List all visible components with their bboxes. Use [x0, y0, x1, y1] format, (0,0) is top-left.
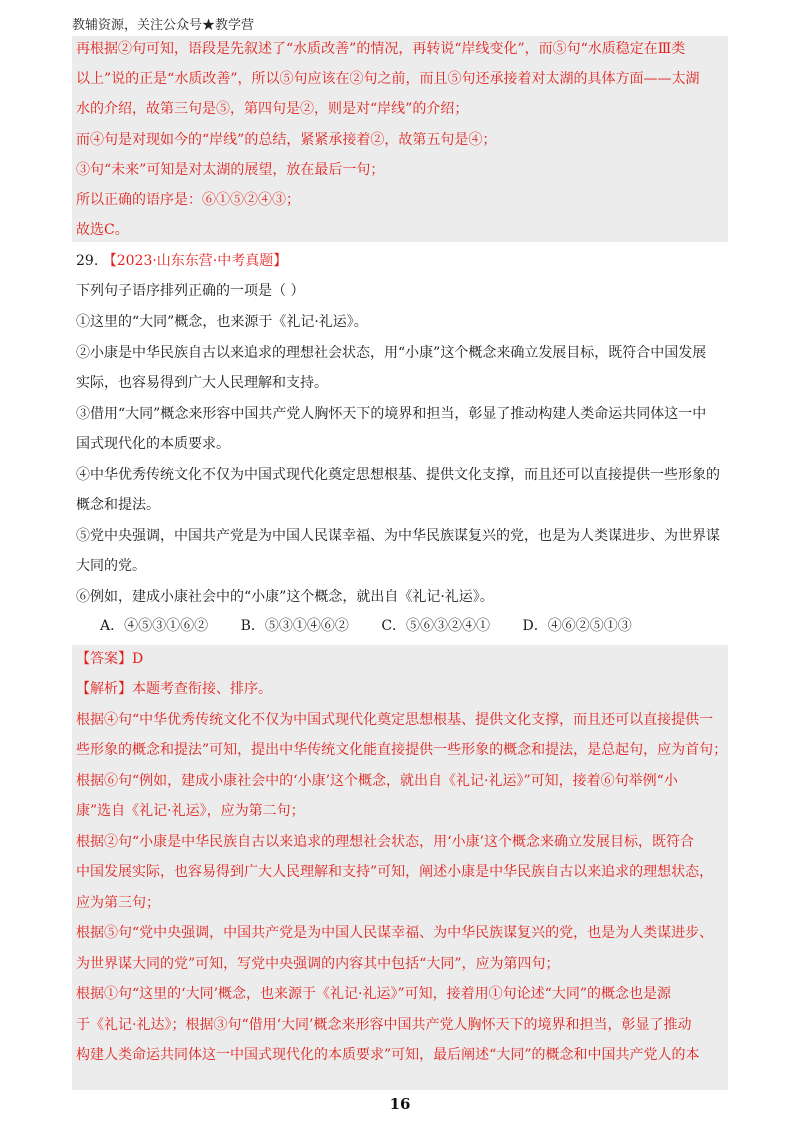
analysis-line: 中国发展实际，也容易得到广大人民理解和支持”可知，阐述小康是中华民族自古以来追求的理想状态，	[76, 864, 714, 880]
option-b: B．⑤③①④⑥②	[240, 618, 349, 634]
answer-value: D	[132, 651, 144, 667]
prev-explanation-line: 所以正确的语序是：⑥①⑤②④③；	[76, 192, 300, 208]
prev-explanation-line: ③句“未来”可知是对太湖的展望，放在最后一句；	[76, 162, 385, 178]
analysis-line: 于《礼记·礼达》；根据③句“借用‘大同’概念来形容中国共产党人胸怀天下的境界和担当，彰显了推动	[76, 1017, 692, 1033]
question-heading	[76, 252, 287, 270]
prev-explanation-line: 水的介绍，故第三句是⑤，第四句是②，则是对“岸线”的介绍；	[76, 101, 469, 117]
sentence-line: 概念和提法。	[76, 497, 160, 513]
page-header: 教辅资源，关注公众号★教学营	[72, 14, 728, 38]
sentence-line: 实际，也容易得到广大人民理解和支持。	[76, 375, 328, 391]
answer-line	[76, 650, 143, 668]
sentence-line: ⑤党中央强调，中国共产党是为中国人民谋幸福、为中华民族谋复兴的党，也是为人类谋进步、为世界谋	[76, 528, 720, 544]
analysis-line: 根据①句“这里的‘大同’概念，也来源于《礼记·礼运》”可知，接着用①句论述“大同”的概念也是源	[76, 986, 671, 1002]
sentence-line: ②小康是中华民族自古以来追求的理想社会状态，用“小康”这个概念来确立发展目标，既符合中国发展	[76, 345, 707, 361]
prev-explanation-line: 以上”说的正是“水质改善”，所以⑤句应该在②句之前，而且⑤句还承接着对太湖的具体方面——太湖	[76, 71, 700, 87]
analysis-line: 根据⑥句“例如，建成小康社会中的‘小康’这个概念，就出自《礼记·礼运》”可知，接着⑥句举例“小	[76, 773, 678, 789]
analysis-line: 为世界谋大同的党”可知，写党中央强调的内容其中包括“大同”，应为第四句；	[76, 956, 560, 972]
analysis-line: 应为第三句；	[76, 895, 160, 911]
analysis-label: 【解析】	[76, 681, 132, 697]
prev-explanation-line: 故选C。	[76, 222, 129, 238]
question-source: 【2023·山东东营·中考真题】	[102, 253, 288, 269]
prev-explanation-line: 再根据②句可知，语段是先叙述了“水质改善”的情况，再转说“岸线变化”，而⑤句“水质稳定在Ⅲ类	[76, 41, 686, 57]
analysis-heading	[76, 680, 272, 698]
answer-label: 【答案】	[76, 651, 132, 667]
sentence-line: ⑥例如，建成小康社会中的“小康”这个概念，就出自《礼记·礼运》。	[76, 589, 494, 605]
analysis-line: 康”选自《礼记·礼运》，应为第二句；	[76, 803, 305, 819]
prev-explanation-line: 而④句是对现如今的“岸线”的总结，紧紧承接着②，故第五句是④；	[76, 132, 497, 148]
sentence-line: ③借用“大同”概念来形容中国共产党人胸怀天下的境界和担当，彰显了推动构建人类命运共同体这一中	[76, 406, 707, 422]
sentence-line: 大同的党。	[76, 558, 146, 574]
page-number: 16	[389, 1095, 411, 1113]
question-number: 29.	[76, 253, 99, 269]
sentence-line: ①这里的“大同”概念，也来源于《礼记·礼运》。	[76, 314, 368, 330]
question-stem: 下列句子语序排列正确的一项是（ ）	[76, 283, 305, 299]
answer-options	[100, 617, 660, 635]
option-d: D．④⑥②⑤①③	[522, 618, 632, 634]
analysis-line: 根据②句“小康是中华民族自古以来追求的理想社会状态，用‘小康’这个概念来确立发展目标，既符合	[76, 834, 695, 850]
analysis-line: 些形象的概念和提法”可知，提出中华传统文化能直接提供一些形象的概念和提法，是总起句，应为首句；	[76, 742, 728, 758]
analysis-line: 根据⑤句“党中央强调，中国共产党是为中国人民谋幸福、为中华民族谋复兴的党，也是为人类谋进步、	[76, 925, 714, 941]
analysis-line: 构建人类命运共同体这一中国式现代化的本质要求”可知，最后阐述“大同”的概念和中国共产党人的本	[76, 1047, 700, 1063]
analysis-line: 根据④句“中华优秀传统文化不仅为中国式现代化奠定思想根基、提供文化支撑，而且还可以直接提供一	[76, 712, 714, 728]
sentence-line: ④中华优秀传统文化不仅为中国式现代化奠定思想根基、提供文化支撑，而且还可以直接提供一些形象的	[76, 467, 720, 483]
analysis-intro: 本题考查衔接、排序。	[132, 681, 272, 697]
option-c: C．⑤⑥③②④①	[381, 618, 491, 634]
option-a: A．④⑤③①⑥②	[100, 618, 209, 634]
sentence-line: 国式现代化的本质要求。	[76, 436, 230, 452]
